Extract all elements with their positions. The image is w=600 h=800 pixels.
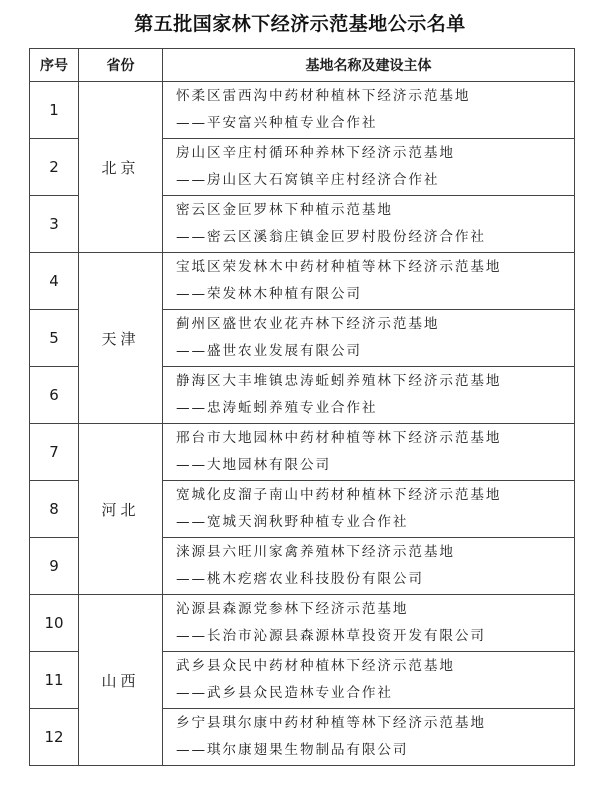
base-entity: ——长治市沁源县森源林草投资开发有限公司: [176, 628, 486, 644]
header-number: 序号: [30, 49, 79, 82]
base-name: 武乡县众民中药材种植林下经济示范基地: [176, 658, 455, 674]
base-cell: [163, 139, 575, 196]
table-header-row: [30, 49, 575, 82]
base-entity: ——平安富兴种植专业合作社: [176, 115, 378, 131]
row-number: 1: [30, 82, 79, 139]
base-entity: ——大地园林有限公司: [176, 457, 331, 473]
province-cell: 北京: [79, 82, 163, 253]
base-entity: ——琪尔康翅果生物制品有限公司: [176, 742, 409, 758]
province-cell: 天津: [79, 253, 163, 424]
base-name: 沁源县森源党参林下经济示范基地: [176, 601, 409, 617]
base-cell: [163, 595, 575, 652]
base-cell: [163, 481, 575, 538]
table-row: [30, 595, 575, 652]
row-number: 12: [30, 709, 79, 766]
base-cell: [163, 82, 575, 139]
row-number: 6: [30, 367, 79, 424]
base-entity: ——桃木疙瘩农业科技股份有限公司: [176, 571, 424, 587]
base-cell: [163, 253, 575, 310]
base-cell: [163, 310, 575, 367]
row-number: 10: [30, 595, 79, 652]
base-name: 邢台市大地园林中药材种植等林下经济示范基地: [176, 430, 502, 446]
demonstration-base-table: [29, 48, 575, 766]
base-name: 怀柔区雷西沟中药材种植林下经济示范基地: [176, 88, 471, 104]
row-number: 5: [30, 310, 79, 367]
base-name: 涞源县六旺川家禽养殖林下经济示范基地: [176, 544, 455, 560]
page-title: 第五批国家林下经济示范基地公示名单: [134, 13, 466, 35]
table-row: [30, 424, 575, 481]
table-row: [30, 82, 575, 139]
base-name: 乡宁县琪尔康中药材种植等林下经济示范基地: [176, 715, 486, 731]
base-entity: ——盛世农业发展有限公司: [176, 343, 362, 359]
base-entity: ——荣发林木种植有限公司: [176, 286, 362, 302]
header-province: 省份: [79, 49, 163, 82]
base-cell: [163, 196, 575, 253]
base-cell: [163, 538, 575, 595]
row-number: 7: [30, 424, 79, 481]
base-entity: ——密云区溪翁庄镇金叵罗村股份经济合作社: [176, 229, 486, 245]
base-cell: [163, 424, 575, 481]
row-number: 8: [30, 481, 79, 538]
row-number: 9: [30, 538, 79, 595]
province-cell: 河北: [79, 424, 163, 595]
base-cell: [163, 652, 575, 709]
base-cell: [163, 367, 575, 424]
base-entity: ——宽城天润秋野种植专业合作社: [176, 514, 409, 530]
base-entity: ——房山区大石窝镇辛庄村经济合作社: [176, 172, 440, 188]
base-name: 蓟州区盛世农业花卉林下经济示范基地: [176, 316, 440, 332]
row-number: 4: [30, 253, 79, 310]
row-number: 11: [30, 652, 79, 709]
base-name: 宝坻区荣发林木中药材种植等林下经济示范基地: [176, 259, 502, 275]
row-number: 2: [30, 139, 79, 196]
header-base: 基地名称及建设主体: [163, 49, 575, 82]
row-number: 3: [30, 196, 79, 253]
base-name: 房山区辛庄村循环种养林下经济示范基地: [176, 145, 455, 161]
base-cell: [163, 709, 575, 766]
base-name: 宽城化皮溜子南山中药材种植林下经济示范基地: [176, 487, 502, 503]
base-name: 密云区金叵罗林下种植示范基地: [176, 202, 393, 218]
province-cell: 山西: [79, 595, 163, 766]
base-name: 静海区大丰堆镇忠涛蚯蚓养殖林下经济示范基地: [176, 373, 502, 389]
base-entity: ——武乡县众民造林专业合作社: [176, 685, 393, 701]
base-entity: ——忠涛蚯蚓养殖专业合作社: [176, 400, 378, 416]
table-row: [30, 253, 575, 310]
